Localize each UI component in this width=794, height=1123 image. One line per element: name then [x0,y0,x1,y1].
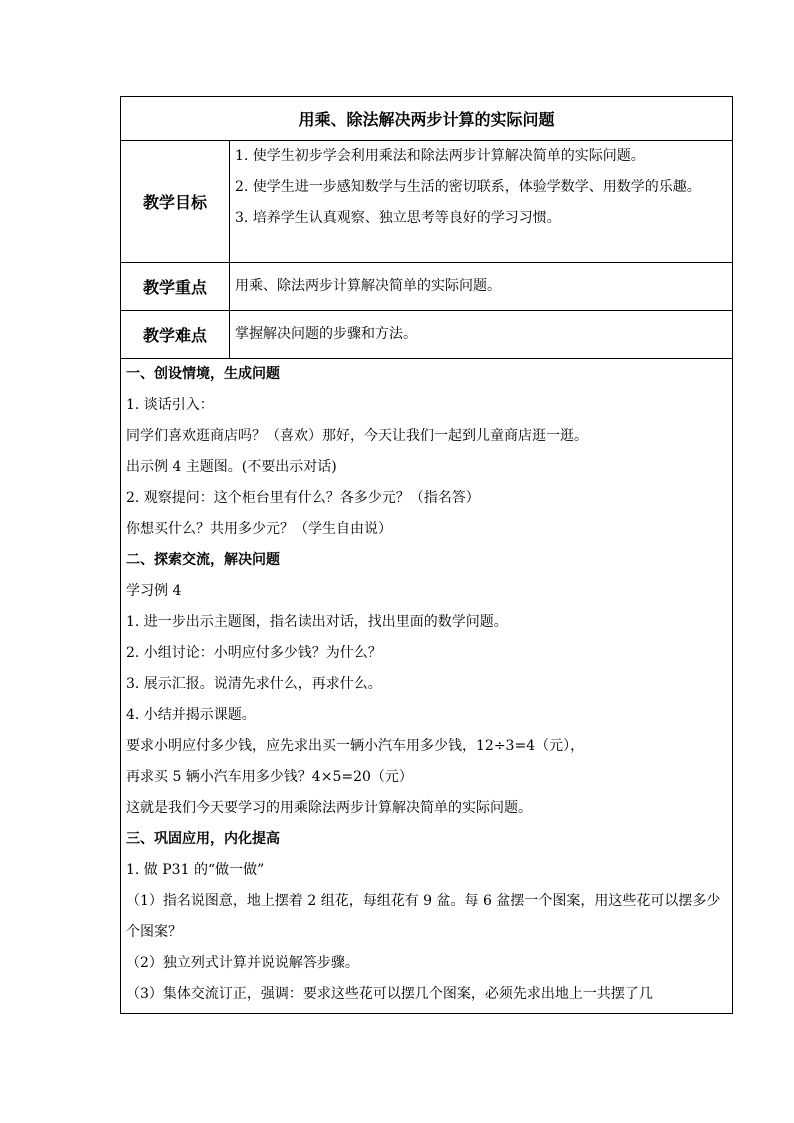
process-line: 1. 做 P31 的“做一做” [126,862,265,878]
key-point-row [121,263,732,311]
process-line: （1）指名说图意，地上摆着 2 组花，每组花有 9 盆。每 6 盆摆一个图案，用这些花可以摆多少个图案？ [126,893,721,940]
goal-item: 1. 使学生初步学会利用乘法和除法两步计算解决简单的实际问题。 [235,148,645,164]
section-heading: 一、创设情境，生成问题 [126,366,280,382]
teaching-process [121,359,732,1010]
process-line: 你想买什么？共用多少元？（学生自由说） [126,521,392,537]
lesson-plan-table [120,96,733,1014]
difficulty-row [121,311,732,359]
process-line: 出示例 4 主题图。(不要出示对话) [126,459,337,475]
process-line: 学习例 4 [126,583,182,599]
process-line: 这就是我们今天要学习的用乘除法两步计算解决简单的实际问题。 [126,800,532,816]
goals-content [230,141,732,262]
process-line: 同学们喜欢逛商店吗？（喜欢）那好，今天让我们一起到儿童商店逛一逛。 [126,428,588,444]
process-line: 4. 小结并揭示课题。 [126,707,256,723]
goal-item: 2. 使学生进一步感知数学与生活的密切联系，体验学数学、用数学的乐趣。 [235,179,701,195]
goal-item: 3. 培养学生认真观察、独立思考等良好的学习习惯。 [235,210,561,226]
difficulty-content: 掌握解决问题的步骤和方法。 [235,326,417,342]
process-line: 再求买 5 辆小汽车用多少钱？4×5=20（元） [126,769,413,785]
key-point-content: 用乘、除法两步计算解决简单的实际问题。 [235,278,501,294]
process-line: 2. 观察提问：这个柜台里有什么？各多少元？（指名答） [126,490,480,506]
process-line: 1. 进一步出示主题图，指名读出对话，找出里面的数学问题。 [126,614,508,630]
process-line: 1. 谈话引入： [126,397,214,413]
process-line: 要求小明应付多少钱，应先求出买一辆小汽车用多少钱，12÷3=4（元）， [126,738,585,754]
goals-label: 教学目标 [121,141,230,262]
difficulty-label: 教学难点 [121,311,230,358]
process-line: （2）独立列式计算并说说解答步骤。 [126,955,359,971]
process-line: （3）集体交流订正，强调：要求这些花可以摆几个图案，必须先求出地上一共摆了几 [126,986,653,1002]
process-line: 3. 展示汇报。说清先求什么，再求什么。 [126,676,382,692]
key-point-label: 教学重点 [121,263,230,310]
section-heading: 二、探索交流，解决问题 [126,552,280,568]
section-heading: 三、巩固应用，内化提高 [126,831,280,847]
process-line: 2. 小组讨论：小明应付多少钱？为什么？ [126,645,382,661]
goals-row [121,141,732,263]
lesson-title: 用乘、除法解决两步计算的实际问题 [121,97,732,141]
